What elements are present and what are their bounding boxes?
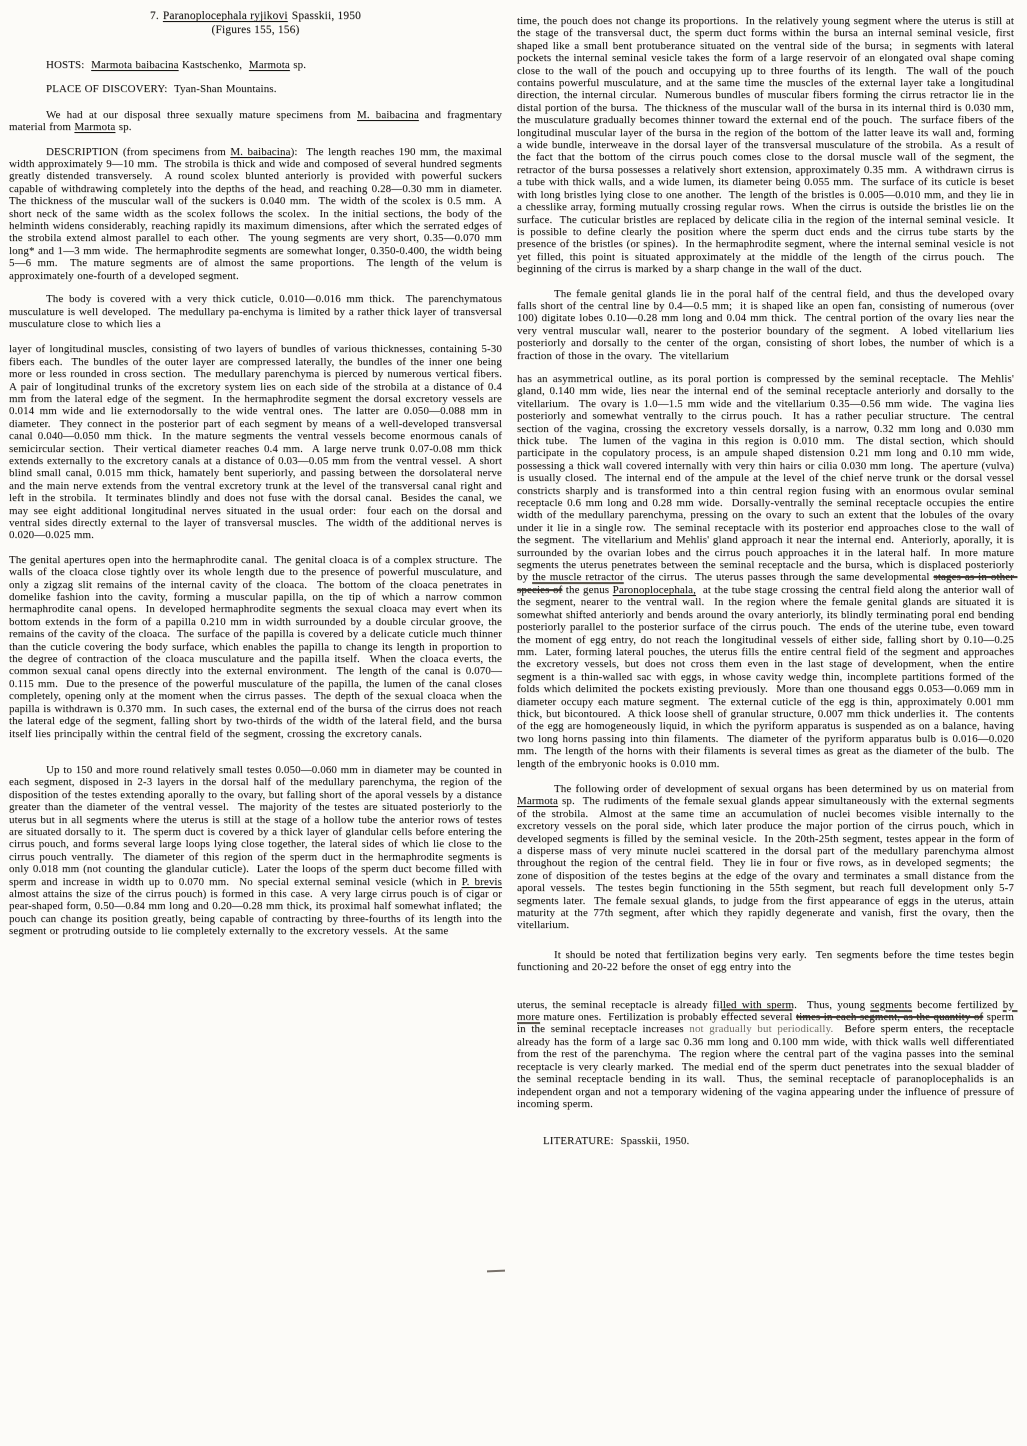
text-run: has an asymmetrical outline, as its poral portion is compressed by the seminal receptacle. The Mehlis' gland, 0.140 mm wide, lies near the internal end of the seminal receptacle anteriorly and dorsally to the vitellarium. The ovary is 1.0—1.5 mm wide and the vitellarium 0.35—0.56 mm wide. The vagina lies posteriorly and somewhat ventrally to the cirrus pouch. It has a rather peculiar structure. The central section of the vagina, crossing the excretory vessels dorsally, is a narrow, 0.32 mm long and 0.030 mm thick tube. The lumen of the vagina in this region is 0.010 mm. The distal section, which should participate in the copulatory process, is an ampule shaped distension 0.21 mm long and 0.10 mm wide, possessing a thick wall covered internally with very thin hairs or cilia 0.030 mm long. The aperture (vulva) is usually closed. The internal end of the ampule at the level of the chief nerve trunk or the dorsal vessel constricts sharply and is transformed into a thin central region fusing with an enormous ovular seminal receptacle 0.6 mm long and 0.28 mm wide. Dorsally-ventrally the seminal receptacle occupies the entire width of the medullary parenchyma, pressing on the ovary to such an extent that the lobules of the ovary under it lie in a single row. The seminal receptacle with its posterior end approaches close to the wall of the segment. The vitellarium and Mehlis' gland approach it near the internal end. Anteriorly, aporally, it is surrounded by the ovarian lobes and the cirrus pouch approaches it in the lateral half. In more mature segments the uterus penetrates between the seminal receptacle and the bursa, which is displaced posteriorly by (517, 372, 1018, 584)
annotated-text: not gradually but periodically. (689, 1023, 834, 1036)
text-run: Up to 150 and more round relatively small testes 0.050—0.060 mm in diameter may be counted in each segment, disposed in 2-3 layers in the dorsal half of the medullary parenchyma, the region of the disposition of the testes extending aporally to the ovary, but falling short of the aporal vessels by a distance greater than the diameter of the ventral vessel. The majority of the testes are situated posteriorly to the uterus but in all segments where the uterus is still at the stage of a hollow tube the anterior rows of testes are situated dorsally to it. The sperm duct is covered by a thick layer of glandular cells before entering the cirrus pouch, and forms several large loops lying close together, the lateral sides of which lie close to the cirrus pouch ventrally. The diameter of this region of the sperm duct in the hermaphrodite segments is only 0.018 mm (not counting the glandular cuticle). Later the loops of the sperm duct become filled with sperm and increase in width up to 0.070 mm. No special external seminal vesicle (which in (9, 763, 506, 888)
text-run: DESCRIPTION (from specimens from (46, 145, 231, 158)
description-paragraph (9, 145, 509, 282)
species-number: 7. (149, 10, 159, 22)
annotated-text: the muscle retractor (532, 571, 624, 584)
annotated-text: M. baibacina (230, 145, 291, 158)
text-run: become fertilized (912, 998, 1003, 1011)
annotated-text: effected several (721, 1011, 793, 1024)
text-run: uterus, the seminal receptacle is already filled with sperm. Thus, young (517, 998, 871, 1011)
text-run: The female genital glands lie in the poral half of the central field, and thus the developed ovary falls short of the central line by 0.4—0.5 mm; it is shaped like an open fan, consisting of numerous (over 100) digitate lobes 0.10—0.28 mm long and 0.04 mm thick. The central portion of the ovary lies near the very ventral muscular wall, nearer to the posterior boundary of the segment. A lobed vitellarium lies posteriorly and dorsally to the center of the organ, consisting of short lobes, the number of which is a fraction of those in the ovary. The vitellarium (517, 287, 1018, 362)
species-heading (9, 10, 502, 37)
text-run: sp. (289, 59, 307, 71)
annotated-text: Paronoplocephala, (612, 583, 696, 596)
text-run: LITERATURE: Spasskii, 1950. (543, 1135, 690, 1148)
text-run: mature ones. Fertilization is probably (539, 1011, 722, 1024)
annotated-text: by more (517, 998, 1018, 1024)
annotated-text: times in each segment, as the quantity of (795, 1011, 984, 1024)
annotated-text: Marmota (74, 121, 116, 134)
fertilization-note-paragraph (517, 948, 1018, 974)
left-column (9, 10, 509, 938)
cuticle-paragraph (9, 293, 506, 330)
figures-reference: (Figures 155, 156) (211, 23, 300, 36)
text-run: HOSTS: (46, 59, 92, 71)
genital-apertures-paragraph (9, 553, 506, 740)
annotated-text: segments (870, 998, 913, 1011)
text-run: It should be noted that fertilization begins very early. Ten segments before the time testes begin functioning and 20-22 before the onset of egg entry into the (517, 948, 1018, 974)
annotated-text: Marmota (517, 795, 558, 808)
text-run: layer of longitudinal muscles, consisting of two layers of bundles of various thicknesses, containing 5-30 fibers each. The bundles of the outer layer are compressed laterally, the bundles of the inner one being more or less rounded in cross section. The medullary parenchyma is pierced by numerous vertical fibers. A pair of longitudinal trunks of the excretory system lies on each side of the strobila at a distance of 0.4 mm from the lateral edge of the segment. In the hermaphrodite segment the dorsal excretory vessels are 0.014 mm wide and lie externodorsally to the wide ventral ones. The latter are 0.050—0.088 mm in diameter. They connect in the posterior part of each segment by means of a well-developed transversal canal 0.040—0.050 mm thick. In the mature segments the ventral vessels become enormous canals of semicircular section. Their vertical diameter reaches 0.4 mm. A large nerve trunk 0.07-0.08 mm thick extends externally to the excretory canals at a distance of 0.03—0.05 mm from the ventral vessel. A short blind small canal, 0.015 mm thick, hamately bent superiorly, and passing between the dorsolateral nerve and the main nerve extends from the ventral excretory trunk at the level of the transversal canal right and left in the strobila. It terminates blindly and does not fuse with the dorsal canal. Besides the canal, we may see eight additional longitudinal nerves situated in the usual order: four each on the dorsal and ventral sides directly external to the layer of transversal muscles. The width of the additional nerves is 0.020—0.025 mm. (9, 343, 509, 542)
annotated-text: P. brevis (461, 875, 502, 888)
annotated-text: M. baibacina (356, 108, 419, 121)
species-name: Paranoplocephala ryjikovi (162, 10, 288, 22)
right-column-text (517, 15, 1018, 1148)
hosts-line (9, 59, 502, 71)
text-run: ): The length reaches 190 mm, the maximal width approximately 9—10 mm. The strobila is thick and wide and composed of several hundred segments greatly distended transversely. A round scolex blunted anteriorly is provided with powerful suckers capable of withdrawing completely into the depths of the head, and reaching 0.28—0.30 mm in diameter. The thickness of the muscular wall of the suckers is 0.040 mm. The width of the scolex is 0.5 mm. A short neck of the same width as the scolex follows the scolex. In the initial sections, the body of the helminth widens considerably, reaching rapidly its maximum dimensions, after which the serrated edges of the strobila extend almost parallel to each other. The young segments are very short, 0.35—0.070 mm long* and 1—3 mm wide. The hermaphrodite segments are somewhat longer, 0.350-0.400, the width being 5—6 mm. The mature segments are of almost the same proportions. The length of the velum is approximately one-fourth of a developed segment. (9, 145, 509, 282)
text-run: of the cirrus. The uterus passes through the same developmental (623, 571, 934, 584)
vitellarium-uterus-paragraph (517, 372, 1018, 770)
text-run: The following order of development of sexual organs has been determined by us on material from (554, 782, 1018, 795)
development-order-paragraph (517, 782, 1018, 932)
annotated-text: Marmota baibacina (91, 59, 179, 71)
text-run: and fragmentary material from (9, 108, 506, 134)
text-run: PLACE OF DISCOVERY: Tyan-Shan Mountains. (46, 83, 277, 96)
place-of-discovery-line (9, 83, 502, 95)
text-run: Kastschenko, (178, 59, 249, 71)
musculature-paragraph (9, 343, 509, 542)
text-run: time, the pouch does not change its proportions. In the relatively young segment where the uterus is still at the stage of the transversal duct, the sperm duct forms within the bursa an internal seminal vesicle, first shaped like a small bent protuberance situated on the ventral side of the bursa; in segments with lateral pockets the internal seminal vesicle takes the form of a large reservoir of an elongated oval shape coming close to the wall of the pouch and occupying up to three fourths of its length. The wall of the pouch contains powerful musculature, and at the same time the muscles of the external layer take a longitudinal direction, the internal circular. Numerous bundles of muscular fibers forming the cirrus retractor lie in the distal portion of the bursa. The thickness of the muscular wall of the bursa in its internal third is 0.030 mm, the musculature gradually becomes thinner toward the external end of the pouch. The surface fibers of the longitudinal muscular layer of the bursa in the region of the bottom of the latter leave its wall and, forming a wide bundle, interweave in the dorsal layer of the transversal musculature of the strobila. As a result of the fact that the bottom of the cirrus pouch comes close to the dorsal muscle wall of the segment, the retractor of the bursa possesses a relatively short extension, approximately 0.35 mm. A withdrawn cirrus is a tube with thick walls, and a wide lumen, its diameter being 0.055 mm. The surface of its cuticle is beset with long bristles lying close to one another. The length of the bristles is 0.005—0.010 mm, and they lie in a chesslike array, forming mutually crossing regular rows. When the cirrus is outside the bristles lie on the surface. The cuticular bristles are replaced by delicate cilia in the region of the internal seminal vesicle. It is possible to define clearly the position where the sperm duct ends and the cirrus tube starts by the presence of the bristles (or spines). In the hermaphrodite segment, where the internal seminal vesicle is not yet filled, this point is situated approximately at the middle of the length of the cirrus pouch. The beginning of the cirrus is marked by a sharp change in the wall of the duct. (517, 15, 1018, 276)
text-run: Before sperm enters, the receptacle already has the form of a large sac 0.36 mm long and 0.100 mm wide, with thick walls well differentiated from the rest of the parenchyma. The region where the central part of the vagina passes into the seminal receptacle is very clearly marked. The medial end of the sperm duct penetrates into the sexual bladder of the seminal receptacle bending in its wall. Thus, the seminal receptacle of paranoplocephalids is an independent organ and not a temporary widening of the vagina appearing under the influence of pressure of incoming sperm. (517, 1023, 1018, 1110)
left-column-text (9, 59, 509, 938)
right-column (517, 15, 1018, 1148)
material-paragraph (9, 108, 506, 134)
text-run: The body is covered with a very thick cuticle, 0.010—0.016 mm thick. The parenchymatous musculature is well developed. The medullary pa-enchyma is limited by a rather thick layer of transversal musculature close to which lies a (9, 293, 506, 330)
text-run: almost attains the size of the cirrus pouch) is formed in this case. A very large cirrus pouch is of cigar or pear-shaped form, 0.50—0.84 mm long and 0.20—0.28 mm thick, its proximal half somewhat inflated; the pouch can change its position greatly, being capable of contracting by three-fourths of its length into the segment or protruding outside to lie completely externally to the excretory vessels. At the same (9, 875, 506, 938)
species-title-line (9, 10, 502, 24)
text-run: sp. The rudiments of the female sexual glands appear simultaneously with the external segments of the strobila. Almost at the same time an accumulation of nuclei becomes visible internally to the excretory vessels on the poral side, which later produce the major portion of the cirrus pouch, which in developed segments is filled by the seminal vesicle. In the 20th-25th segment, testes appear in the form of a disperse mass of very minute nuclei scattered in the dorsal part of the medullary parenchyma almost throughout the region of the central field. They lie in four or five rows, as in developed segments; the zone of disposition of the testes begins at the edge of the ovary and terminates a small distance from the aporal vessels. The testes begin functioning in the 55th segment, but reach full development only 5-7 segments later. The female sexual glands, to judge from the first appearance of eggs in the uterus, attain maturity at the 77th segment, after which they rapidly degenerate and vanish, first the ovary, then the vitellarium. (517, 795, 1018, 932)
female-glands-paragraph (517, 287, 1018, 362)
annotated-text: stages as in other species of (517, 571, 1018, 596)
text-run: sperm in the seminal receptacle increases (517, 1011, 1018, 1036)
text-run: at the tube stage crossing the central field along the anterior wall of the segment, nearer to the ventral wall. In the region where the female genital glands are situated it is somewhat shifted anteriorly and bends around the ovary anteriorly, its blindly terminating poral end bending posteriorly parallel to the posterior surface of the cirrus pouch. The ends of the uterine tube, even toward the moment of egg entry, do not reach the longitudinal vessels of either side, falling short by 0.10—0.25 mm. Later, forming lateral pouches, the uterus fills the entire central field of the segment and approaches the excretory vessels, but does not cross them even in the last stage of development, when the entire segment is a thin-walled sac with eggs, in whose cavity wedge thin, incomplete partitions formed of the folds which delimited the pockets existing previously. More than one thousand eggs 0.053—0.069 mm in diameter occupy each mature segment. The external cuticle of the egg is thin, approximately 0.001 mm thick, but bicontoured. A thick loose shell of granular structure, 0.007 mm thick underlies it. The contents of the egg are homogeneously liquid, in which the pyriform apparatus is suspended as on a balance, having two long horns passing into thin filaments. The diameter of the pyriform apparatus bulb is 0.016—0.020 mm. The length of the horns with their filaments is several times as great as the diameter of the bulb. The length of the embryonic hooks is 0.010 mm. (517, 583, 1018, 770)
species-author: Spasskii, 1950 (291, 10, 362, 22)
text-run: the genus (562, 583, 613, 596)
literature-line (543, 1135, 1014, 1147)
testes-paragraph (9, 763, 506, 938)
cirrus-pouch-paragraph (517, 15, 1018, 276)
text-run: We had at our disposal three sexually mature specimens from (46, 108, 357, 121)
text-run: sp. (115, 121, 132, 134)
pencil-margin-dash-annotation (487, 1270, 505, 1273)
text-run: The genital apertures open into the hermaphrodite canal. The genital cloaca is of a complex structure. The walls of the cloaca close tightly over its whole length due to the presence of powerful musculature, and only a zigzag slit remains of the internal cavity of the cloaca. The bottom of the cloaca penetrates in domelike fashion into the cavity, forming a muscular papilla, on the tip of which a narrow common hermaphrodite canal opens. In developed hermaphrodite segments the sexual cloaca may evert when its bottom extends in the form of a papilla 0.210 mm in width surrounded by a double circular groove, the remains of the cavity of the cloaca. The surface of the papilla is covered by a delicate cuticle much thinner than the cuticle covering the body surface, which enables the papilla to change its length in proportion to the degree of contraction of the cloaca musculature and the papilla itself. When the cloaca everts, the common sexual canal opens directly into the external environment. The length of the canal is 0.070—0.115 mm. Due to the presence of the powerful musculature of the papilla, the lumen of the canal closes completely, opening only at the moment when the cirrus passes. The depth of the sexual cloaca when the papilla is withdrawn is 0.370 mm. In such cases, the external end of the bursa of the cirrus does not reach the lateral edge of the segment, falling short by two-thirds of the width of the lateral field, and the bursa itself lies principally within the central field of the segment, crossing the excretory canals. (9, 553, 506, 740)
annotated-text: Marmota (248, 59, 290, 71)
seminal-receptacle-paragraph (517, 998, 1018, 1111)
